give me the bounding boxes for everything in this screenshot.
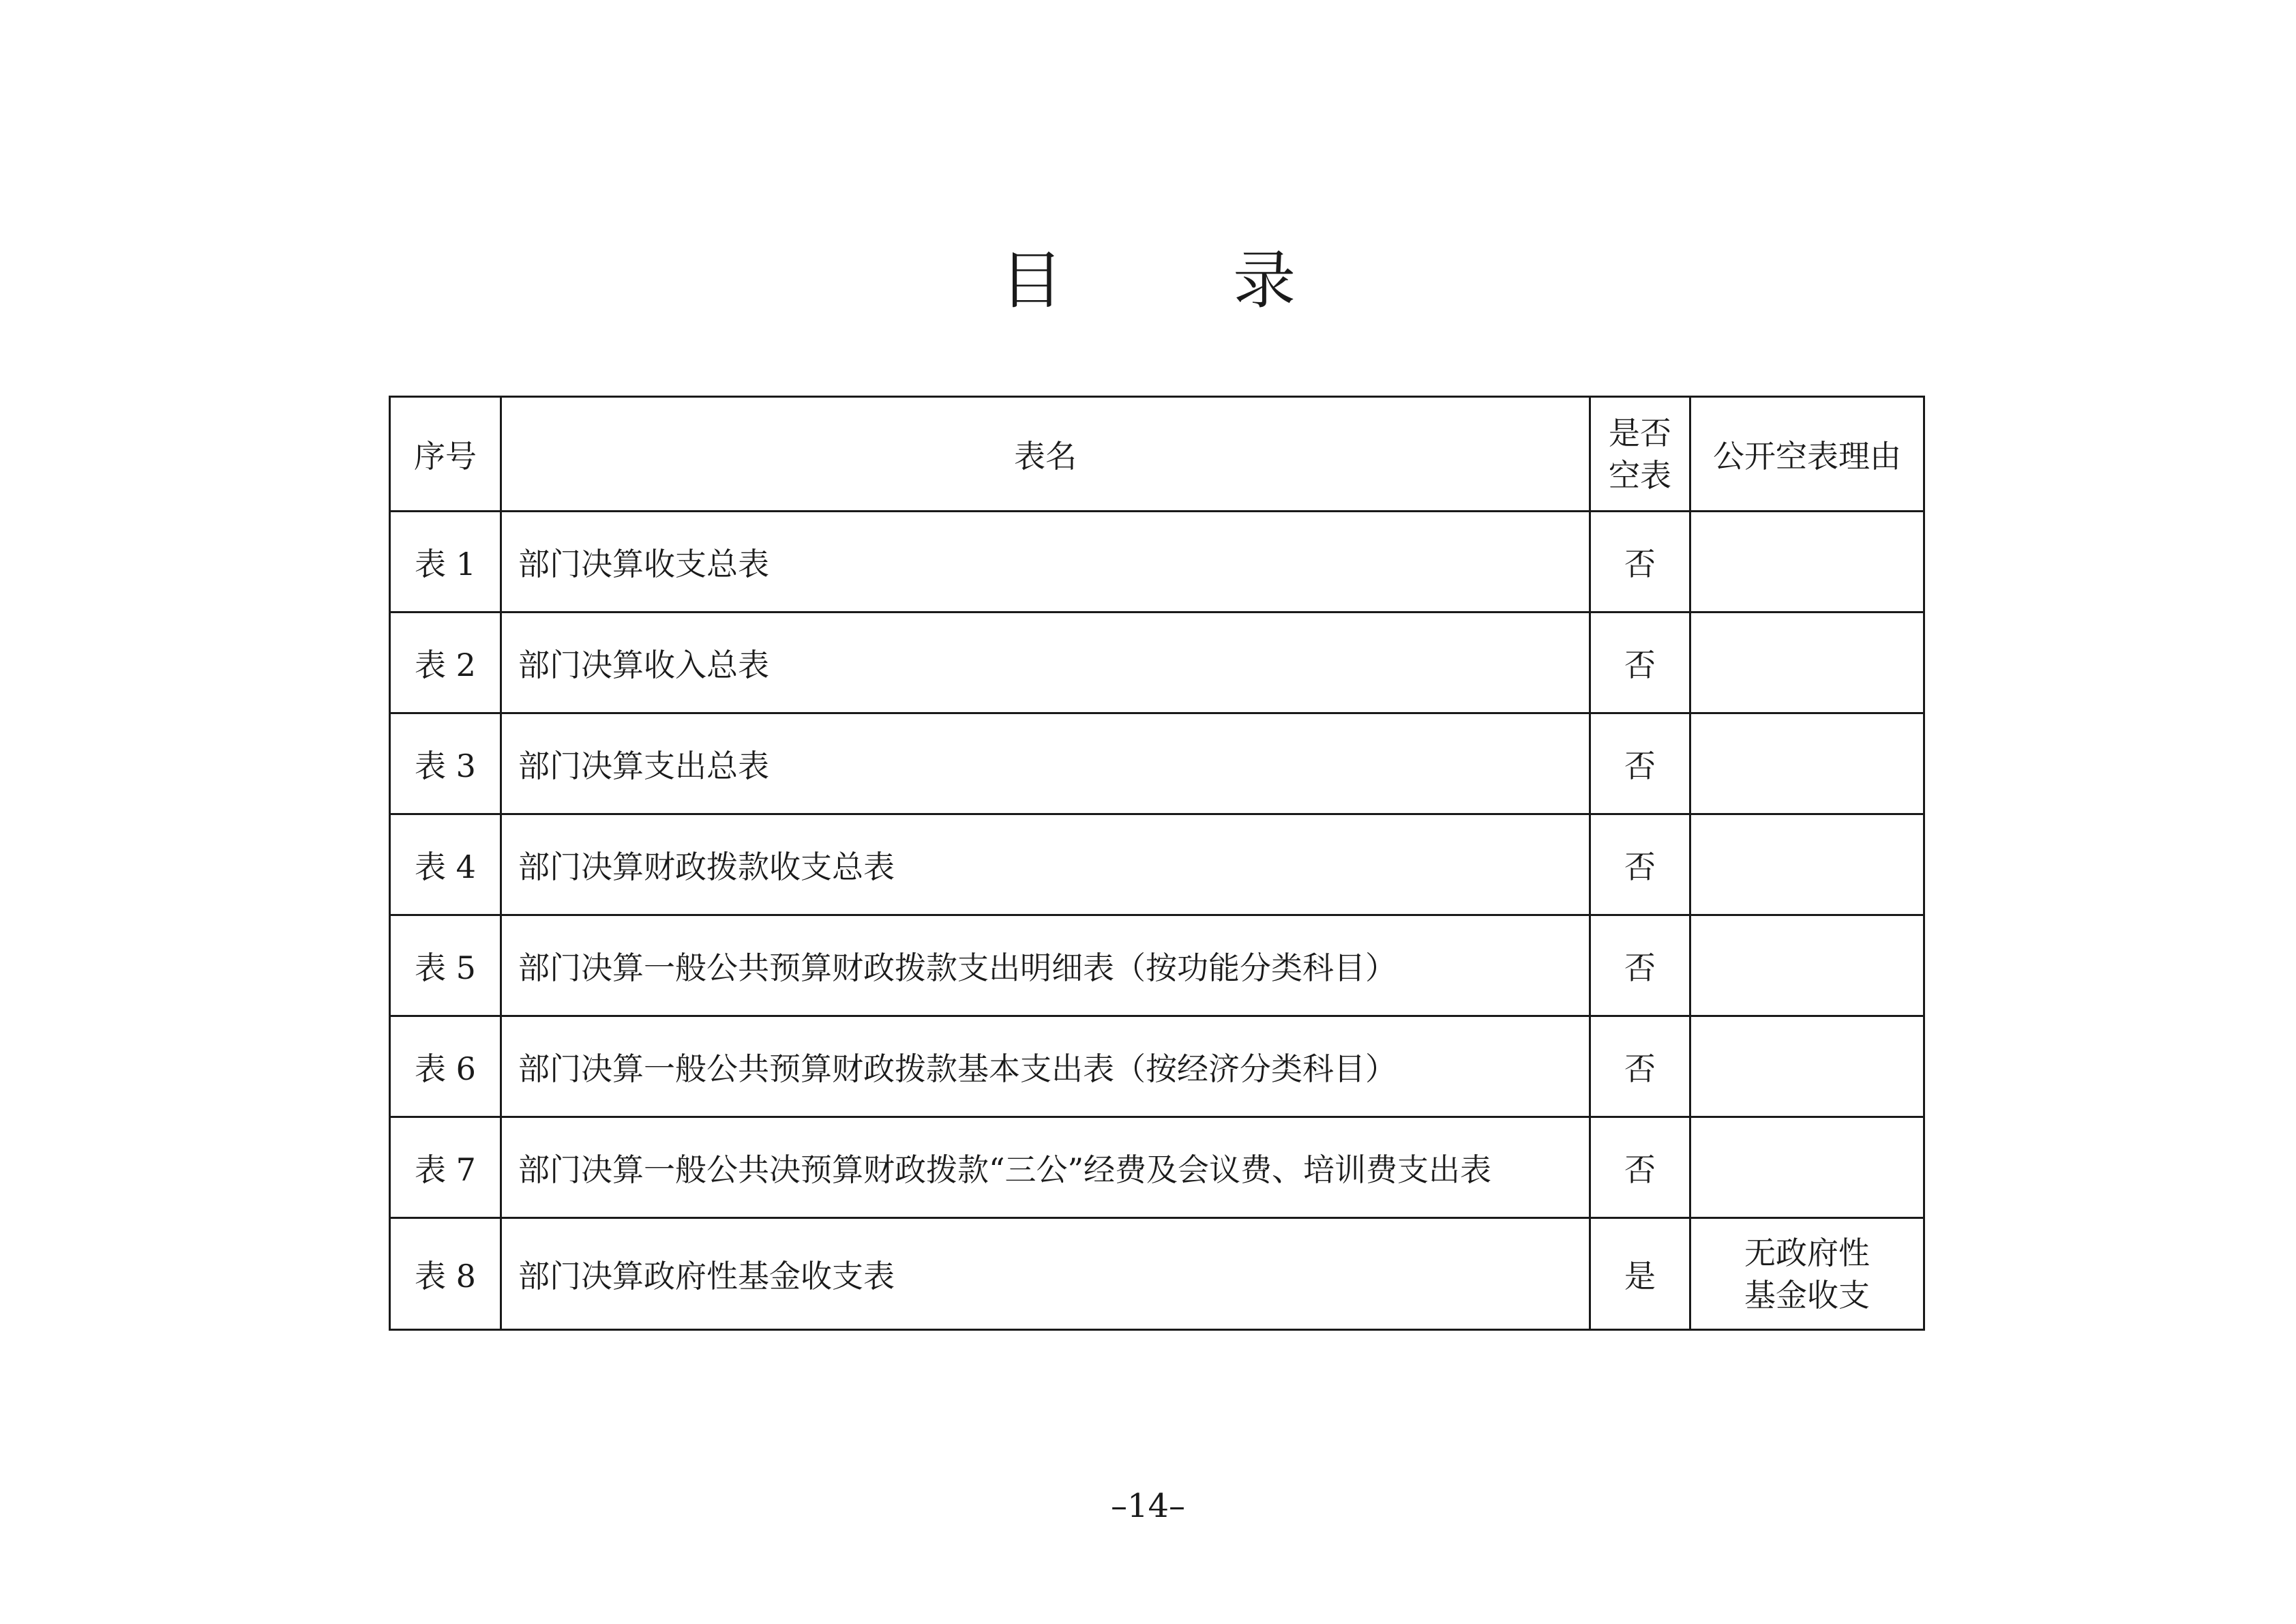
row-seq: 表 8 [390, 1218, 501, 1330]
table-row [390, 814, 1924, 915]
row-empty: 否 [1590, 1117, 1690, 1218]
row-name: 部门决算一般公共预算财政拨款基本支出表（按经济分类科目） [501, 1016, 1590, 1117]
row-seq: 表 2 [390, 612, 501, 713]
row-name: 部门决算收支总表 [501, 512, 1590, 612]
row-empty: 否 [1590, 915, 1690, 1016]
row-reason-line2: 基金收支 [1744, 1276, 1870, 1314]
row-reason-line1: 无政府性 [1744, 1234, 1870, 1271]
table-row [390, 1117, 1924, 1218]
row-reason [1690, 512, 1924, 612]
row-empty: 是 [1590, 1218, 1690, 1330]
row-empty: 否 [1590, 814, 1690, 915]
row-name: 部门决算支出总表 [501, 713, 1590, 814]
table-row [390, 512, 1924, 612]
row-reason [1690, 814, 1924, 915]
row-name: 部门决算收入总表 [501, 612, 1590, 713]
header-empty-line2: 空表 [1609, 456, 1671, 494]
table-row [390, 1016, 1924, 1117]
row-seq: 表 4 [390, 814, 501, 915]
page-title: 目 录 [1000, 244, 1371, 317]
header-seq: 序号 [390, 397, 501, 512]
table-row [390, 713, 1924, 814]
row-empty: 否 [1590, 1016, 1690, 1117]
row-empty: 否 [1590, 612, 1690, 713]
row-seq: 表 5 [390, 915, 501, 1016]
header-empty-line1: 是否 [1609, 414, 1671, 452]
header-reason: 公开空表理由 [1690, 397, 1924, 512]
row-seq: 表 7 [390, 1117, 501, 1218]
row-reason [1690, 915, 1924, 1016]
row-name: 部门决算财政拨款收支总表 [501, 814, 1590, 915]
row-reason [1690, 1117, 1924, 1218]
page-number: –14– [1110, 1487, 1186, 1525]
row-name: 部门决算一般公共预算财政拨款支出明细表（按功能分类科目） [501, 915, 1590, 1016]
row-empty: 否 [1590, 713, 1690, 814]
row-seq: 表 3 [390, 713, 501, 814]
table-of-contents [389, 396, 1925, 1331]
row-name: 部门决算一般公共决预算财政拨款“三公”经费及会议费、培训费支出表 [501, 1117, 1590, 1218]
row-seq: 表 6 [390, 1016, 501, 1117]
row-reason [1690, 612, 1924, 713]
row-reason [1690, 1016, 1924, 1117]
header-name: 表名 [501, 397, 1590, 512]
table-row [390, 612, 1924, 713]
row-seq: 表 1 [390, 512, 501, 612]
header-empty [1590, 397, 1690, 512]
row-empty: 否 [1590, 512, 1690, 612]
table-row [390, 1218, 1924, 1330]
row-name: 部门决算政府性基金收支表 [501, 1218, 1590, 1330]
table-header-row [390, 397, 1924, 512]
row-reason [1690, 713, 1924, 814]
row-reason [1690, 1218, 1924, 1330]
table-row [390, 915, 1924, 1016]
